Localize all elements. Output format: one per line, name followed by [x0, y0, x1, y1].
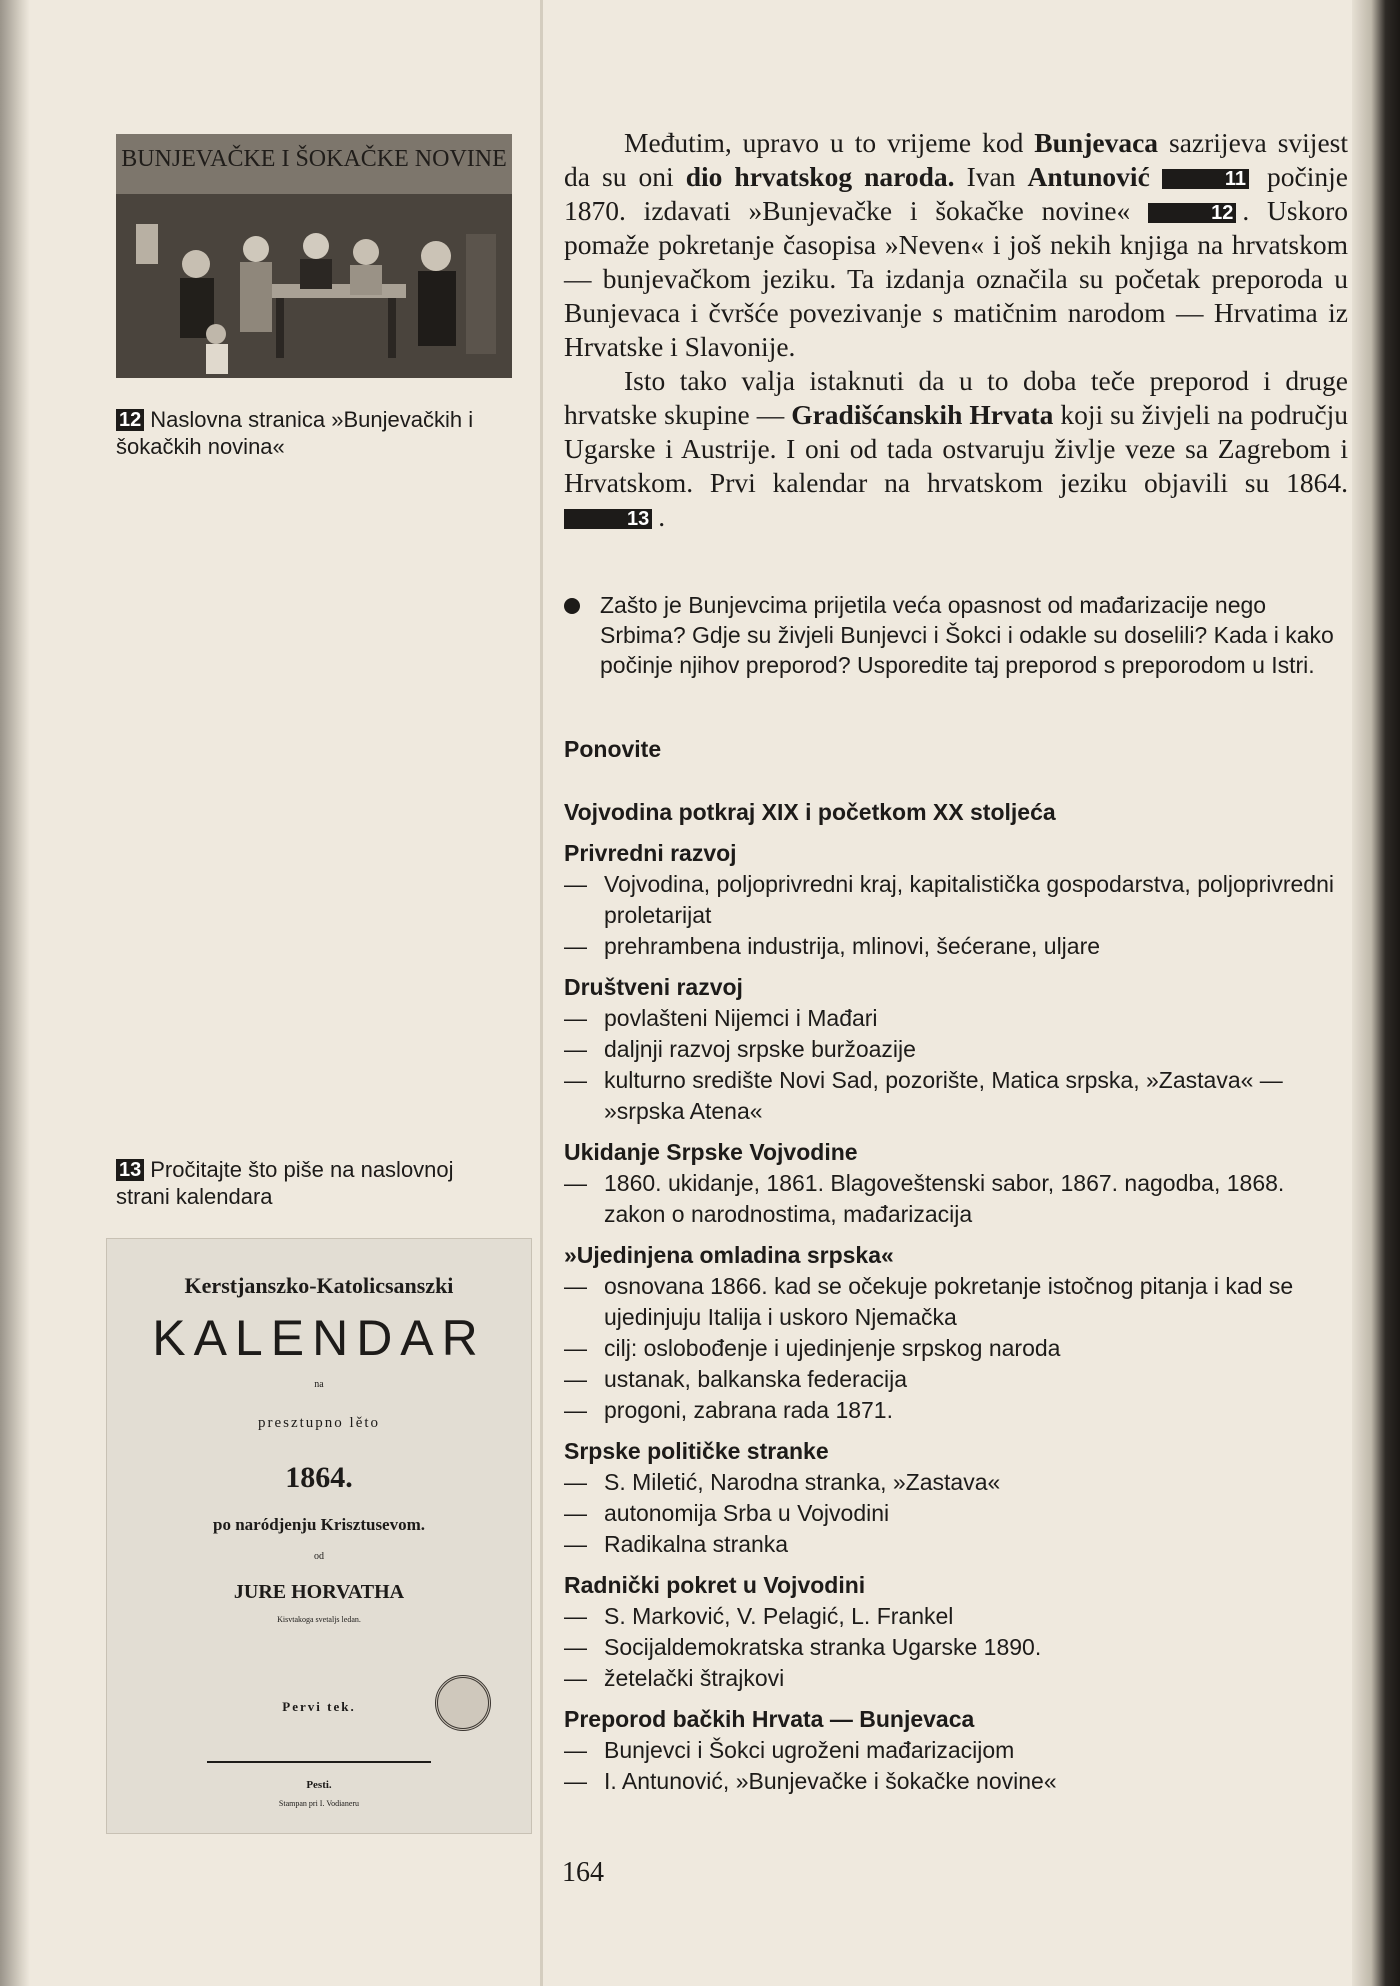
- section-heading: Ukidanje Srpske Vojvodine: [564, 1139, 858, 1165]
- calendar-rule: [207, 1761, 431, 1763]
- list-item: — Bunjevci i Šokci ugroženi mađarizacijom: [564, 1735, 1348, 1766]
- list-item: — S. Miletić, Narodna stranka, »Zastava«: [564, 1467, 1348, 1498]
- figure-number-12: 12: [116, 409, 144, 431]
- calendar-line6: po naródjenju Krisztusevom.: [212, 1515, 426, 1534]
- main-text: [564, 126, 1348, 534]
- calendar-line3: na: [314, 1379, 324, 1390]
- section-heading: Privredni razvoj: [564, 840, 737, 866]
- masthead-text: BUNJEVAČKE I ŠOKAČKE NOVINE: [121, 146, 507, 172]
- calendar-author: JURE HORVATHA: [233, 1581, 405, 1603]
- figure12-caption: [116, 406, 476, 460]
- section-heading: »Ujedinjena omladina srpska«: [564, 1242, 894, 1268]
- p1-bold-1: Bunjevaca: [1034, 127, 1159, 158]
- calendar-line7: od: [314, 1551, 324, 1562]
- p2-text-3: .: [658, 501, 666, 532]
- list-item: — ustanak, balkanska federacija: [564, 1364, 1348, 1395]
- newspaper-illustration: [116, 134, 512, 378]
- list-item: — I. Antunović, »Bunjevačke i šokačke novine«: [564, 1766, 1348, 1797]
- section-heading: Radnički pokret u Vojvodini: [564, 1572, 866, 1598]
- calendar-line12: Stampan pri I. Vodianeru: [278, 1799, 360, 1808]
- list-item: — prehrambena industrija, mlinovi, šećerane, uljare: [564, 931, 1348, 962]
- bullet-icon: [564, 598, 580, 614]
- list-item: — cilj: oslobođenje i ujedinjenje srpskog naroda: [564, 1333, 1348, 1364]
- paragraph-2: [564, 364, 1348, 534]
- p1-text-5: . Uskoro pomaže pokretanje časopisa »Neven« i još nekih knjiga na hrvatskom — bunjevačkom jeziku. Ta izdanja označila su početak preporoda u Bunjevaca i čvršće povezivanje s matičnim narodom — Hrvatima iz Hrvatske i Slavonije.: [564, 195, 1348, 362]
- question-block: [564, 590, 1346, 680]
- section-heading: Srpske političke stranke: [564, 1438, 829, 1464]
- list-item: — Socijaldemokratska stranka Ugarske 1890.: [564, 1632, 1348, 1663]
- p2-text-2: koji su živjeli na području Ugarske i Austrije. I oni od tada ostvaruju življe veze sa Zagrebom i Hrvatskom. Prvi kalendar na hrvatskom jeziku objavili su 1864.: [564, 399, 1349, 498]
- calendar-line10: Pervi tek.: [282, 1699, 356, 1714]
- p1-text-1: Međutim, upravo u to vrijeme kod: [624, 127, 1035, 158]
- section-heading: Preporod bačkih Hrvata — Bunjevaca: [564, 1706, 975, 1732]
- calendar-line1: Kerstjanszko-Katolicsanszki: [184, 1273, 454, 1298]
- list-item: — žetelački štrajkovi: [564, 1663, 1348, 1694]
- summary-title: Ponovite: [564, 736, 662, 762]
- calendar-line9: Kisvtakoga svetaljs ledan.: [277, 1615, 361, 1624]
- question-text: Zašto je Bunjevcima prijetila veća opasnost od mađarizacije nego Srbima? Gdje su živjeli Bunjevci i Šokci i odakle su doselili? Kada i kako počinje njihov preporod? Usporedite taj preporod s preporodom u Istri.: [600, 592, 1334, 678]
- list-item: — autonomija Srba u Vojvodini: [564, 1498, 1348, 1529]
- list-item: — 1860. ukidanje, 1861. Blagoveštenski sabor, 1867. nagodba, 1868. zakon o narodnostima, mađarizacija: [564, 1168, 1348, 1230]
- list-item: — daljnji razvoj srpske buržoazije: [564, 1034, 1348, 1065]
- next-page-edge: [1352, 0, 1400, 1986]
- ref-11: 11: [1162, 169, 1249, 189]
- p2-text-1: Isto tako valja istaknuti da u to doba teče preporod i druge hrvatske skupine —: [564, 365, 1348, 430]
- calendar-title: KALENDAR: [152, 1310, 486, 1366]
- list-item: — kulturno središte Novi Sad, pozorište, Matica srpska, »Zastava« — »srpska Atena«: [564, 1065, 1348, 1127]
- stamp-seal: [435, 1675, 491, 1731]
- figure13-caption: [116, 1156, 476, 1210]
- page-number: 164: [562, 1857, 604, 1888]
- p1-bold-2: dio hrvatskog naroda.: [685, 161, 955, 192]
- column-fold: [540, 0, 543, 1986]
- list-item: — progoni, zabrana rada 1871.: [564, 1395, 1348, 1426]
- p1-text-2: sazrijeva svijest da su oni: [564, 127, 1348, 192]
- figure-number-13: 13: [116, 1159, 144, 1181]
- list-item: — Vojvodina, poljoprivredni kraj, kapitalistička gospodarstva, poljoprivredni proletarijat: [564, 869, 1348, 931]
- calendar-line4: presztupno lěto: [257, 1415, 381, 1431]
- p2-bold-1: Gradišćanskih Hrvata: [791, 399, 1054, 430]
- page-left-shadow: [0, 0, 30, 1986]
- p1-text-4: počinje 1870. izdavati »Bunjevačke i šokačke novine«: [564, 161, 1348, 226]
- ref-12: 12: [1148, 203, 1236, 223]
- paragraph-1: [564, 126, 1348, 364]
- calendar-year: 1864.: [285, 1461, 353, 1494]
- list-item: — osnovana 1866. kad se očekuje pokretanje istočnog pitanja i kad se ujedinjuju Italija i uskoro Njemačka: [564, 1271, 1348, 1333]
- figure13-caption-text: Pročitajte što piše na naslovnoj strani kalendara: [116, 1157, 454, 1209]
- summary-subtitle: Vojvodina potkraj XIX i početkom XX stoljeća: [564, 799, 1056, 825]
- section-heading: Društveni razvoj: [564, 974, 743, 1000]
- p1-text-3: Ivan: [954, 161, 1028, 192]
- ref-13: 13: [564, 509, 652, 529]
- list-item: — Radikalna stranka: [564, 1529, 1348, 1560]
- calendar-line11: Pesti.: [306, 1779, 332, 1791]
- list-item: — povlašteni Nijemci i Mađari: [564, 1003, 1348, 1034]
- p1-bold-3: Antunović: [1027, 161, 1150, 192]
- list-item: — S. Marković, V. Pelagić, L. Frankel: [564, 1601, 1348, 1632]
- summary: [564, 734, 1348, 1797]
- calendar-cover: [106, 1238, 532, 1834]
- figure12-caption-text: Naslovna stranica »Bunjevačkih i šokačkih novina«: [116, 407, 474, 459]
